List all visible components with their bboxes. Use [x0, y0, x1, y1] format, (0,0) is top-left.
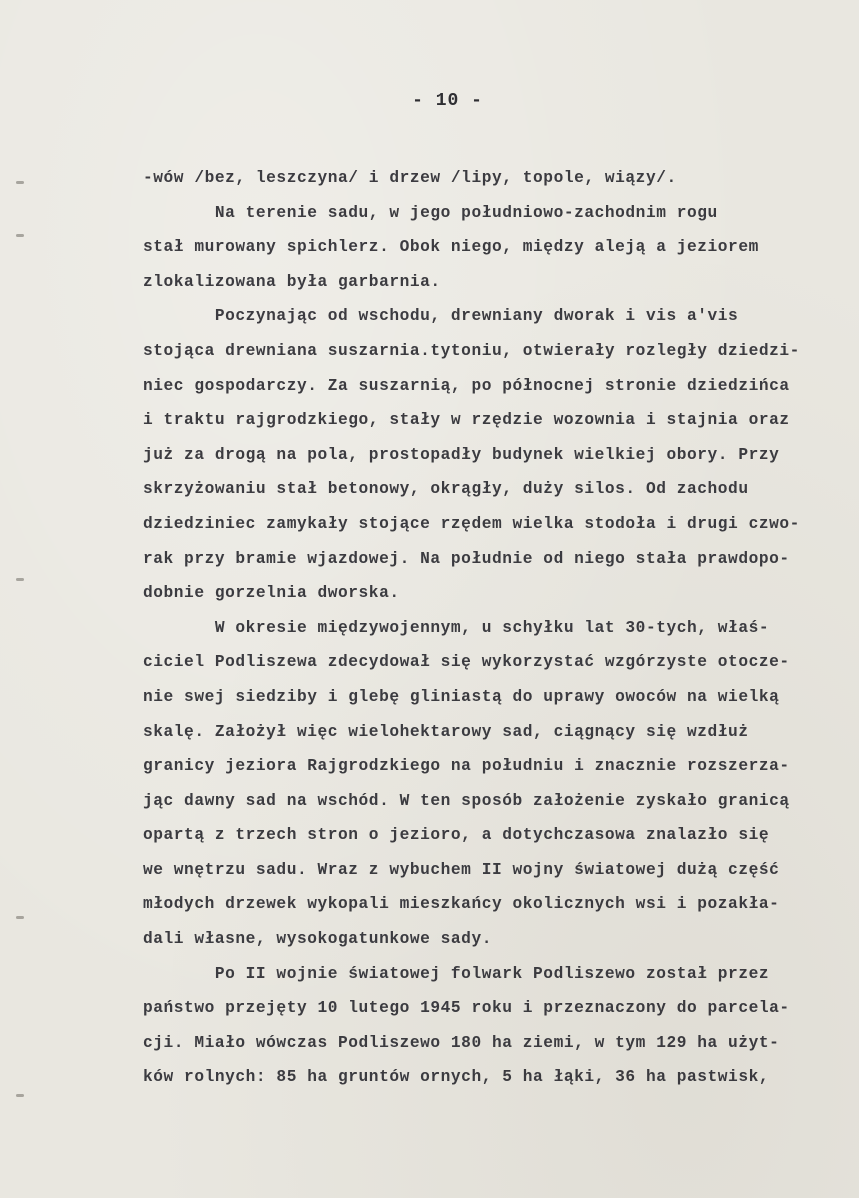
- text-line: zlokalizowana była garbarnia.: [143, 272, 441, 291]
- text-line: niec gospodarczy. Za suszarnią, po północnej stronie dziedzińca: [143, 376, 790, 395]
- page-number: - 10 -: [412, 91, 483, 111]
- text-line: granicy jeziora Rajgrodzkiego na południu i znacznie rozszerza-: [143, 757, 790, 776]
- text-line: ciciel Podliszewa zdecydował się wykorzystać wzgórzyste otocze-: [143, 653, 790, 672]
- text-line: jąc dawny sad na wschód. W ten sposób założenie zyskało granicą: [143, 791, 790, 810]
- text-line: już za drogą na pola, prostopadły budynek wielkiej obory. Przy: [143, 445, 780, 464]
- text-line: państwo przejęty 10 lutego 1945 roku i przeznaczony do parcela-: [143, 999, 790, 1018]
- text-line: Poczynając od wschodu, drewniany dworak i vis a'vis: [143, 307, 739, 326]
- text-line: W okresie międzywojennym, u schyłku lat 30-tych, właś-: [143, 618, 770, 637]
- text-line: rak przy bramie wjazdowej. Na południe od niego stała prawdopo-: [143, 549, 790, 568]
- text-line: młodych drzewek wykopali mieszkańcy okolicznych wsi i pozakła-: [143, 895, 780, 914]
- text-line: dali własne, wysokogatunkowe sady.: [143, 930, 492, 949]
- margin-mark: [16, 578, 24, 581]
- text-line: skalę. Założył więc wielohektarowy sad, ciągnący się wzdłuż: [143, 722, 749, 741]
- text-line: opartą z trzech stron o jezioro, a dotychczasowa znalazło się: [143, 826, 770, 845]
- text-line: we wnętrzu sadu. Wraz z wybuchem II wojny światowej dużą część: [143, 860, 780, 879]
- text-line: -wów /bez, leszczyna/ i drzew /lipy, topole, wiązy/.: [143, 169, 677, 187]
- text-line: skrzyżowaniu stał betonowy, okrągły, duży silos. Od zachodu: [143, 480, 749, 499]
- margin-mark: [16, 234, 24, 237]
- margin-mark: [16, 916, 24, 919]
- text-line: cji. Miało wówczas Podliszewo 180 ha ziemi, w tym 129 ha użyt-: [143, 1033, 780, 1052]
- text-line: Po II wojnie światowej folwark Podliszewo został przez: [143, 964, 770, 983]
- text-line: stał murowany spichlerz. Obok niego, między aleją a jeziorem: [143, 238, 759, 257]
- text-line: stojąca drewniana suszarnia.tytoniu, otwierały rozległy dziedzi-: [143, 341, 800, 360]
- margin-mark: [16, 1094, 24, 1097]
- typewritten-text: [143, 161, 843, 1095]
- text-line: dziedziniec zamykały stojące rzędem wielka stodoła i drugi czwo-: [143, 514, 800, 533]
- margin-mark: [16, 181, 24, 184]
- text-line: i traktu rajgrodzkiego, stały w rzędzie wozownia i stajnia oraz: [143, 411, 790, 430]
- text-line: dobnie gorzelnia dworska.: [143, 584, 400, 603]
- text-line: Na terenie sadu, w jego południowo-zachodnim rogu: [143, 203, 718, 222]
- text-line: ków rolnych: 85 ha gruntów ornych, 5 ha łąki, 36 ha pastwisk,: [143, 1068, 770, 1087]
- text-line: nie swej siedziby i glebę gliniastą do uprawy owoców na wielką: [143, 687, 780, 706]
